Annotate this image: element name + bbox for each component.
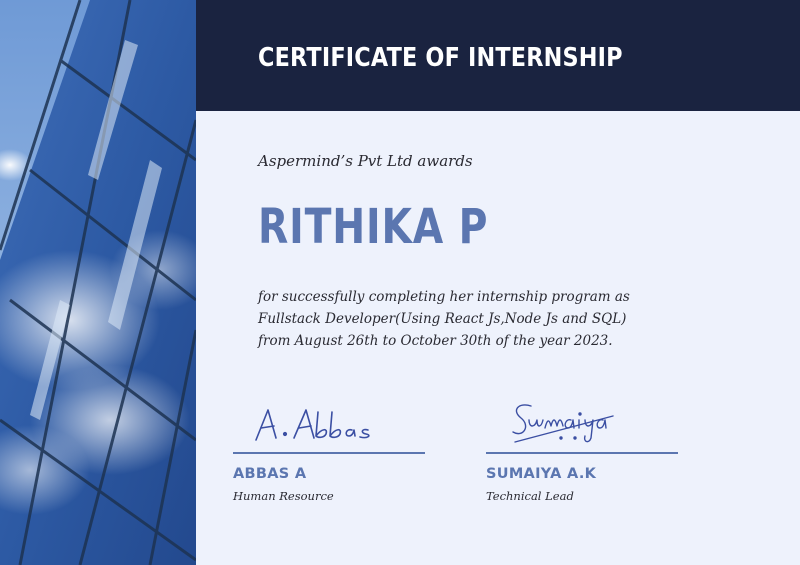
signature-line	[233, 452, 425, 454]
signatory-role: Human Resource	[233, 489, 334, 503]
description-line: from August 26th to October 30th of the year 2023.	[258, 333, 613, 349]
building-glass-image	[0, 0, 196, 565]
signature-abbas	[248, 398, 378, 448]
description-line: for successfully completing her internship program as	[258, 289, 630, 305]
awards-line: Aspermind’s Pvt Ltd awards	[258, 152, 473, 170]
signature-line	[486, 452, 678, 454]
signatory-role: Technical Lead	[486, 489, 574, 503]
recipient-name: RITHIKA P	[258, 199, 489, 255]
certificate-title: CERTIFICATE OF INTERNSHIP	[258, 43, 623, 73]
signatory-name: ABBAS A	[233, 466, 307, 482]
signature-sumaiya	[505, 398, 625, 448]
signatory-name: SUMAIYA A.K	[486, 466, 597, 482]
certificate-description	[258, 286, 678, 352]
description-line: Fullstack Developer(Using React Js,Node Js and SQL)	[258, 311, 627, 327]
